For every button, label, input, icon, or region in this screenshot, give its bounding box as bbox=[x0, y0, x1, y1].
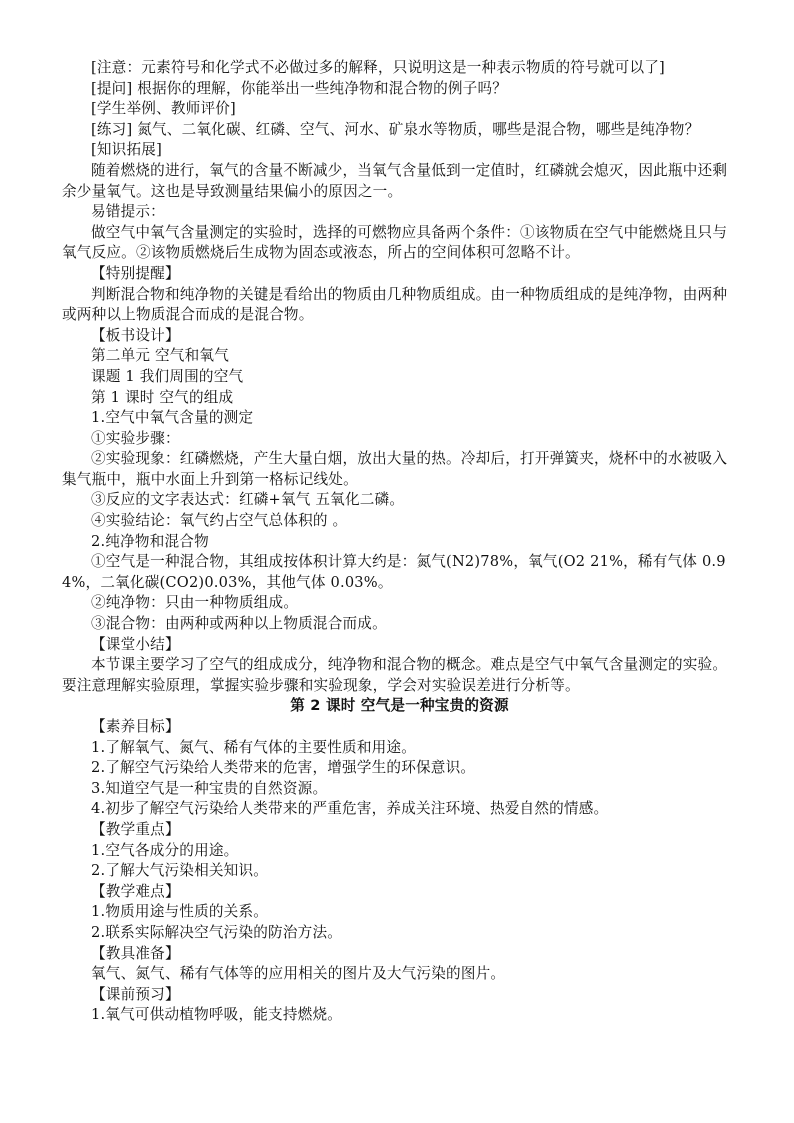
unit-title: 第二单元 空气和氧气 bbox=[91, 347, 229, 365]
special-reminder-paragraph: 判断混合物和纯净物的关键是看给出的物质由几种物质组成。由一种物质组成的是纯净物，由两种或两种以上物质混合而成的是混合物。 bbox=[62, 285, 728, 324]
note-paragraph: [注意：元素符号和化学式不必做过多的解释，只说明这是一种表示物质的符号就可以了] bbox=[91, 59, 665, 76]
literacy-goals-label: 【素养目标】 bbox=[91, 718, 180, 735]
word-equation: ③反应的文字表达式：红磷+氧气 五氧化二磷。 bbox=[91, 491, 405, 509]
lesson2-heading: 第 2 课时 空气是一种宝贵的资源 bbox=[290, 697, 509, 715]
teaching-difficulty-label: 【教学难点】 bbox=[91, 882, 180, 900]
teaching-aids-item: 氧气、氮气、稀有气体等的应用相关的图片及大气污染的图片。 bbox=[91, 965, 506, 983]
difficulty-item: 1.物质用途与性质的关系。 bbox=[91, 903, 269, 921]
air-composition: ①空气是一种混合物，其组成按体积计算大约是：氮气(N2)78%，氧气(O2 21%，稀有气体 0.94%，二氧化碳(CO2)0.03%，其他气体 0.03%。 bbox=[62, 553, 726, 591]
preview-item: 1.氧气可供动植物呼吸，能支持燃烧。 bbox=[91, 1006, 343, 1024]
oxygen-measure-heading: 1.空气中氧气含量的测定 bbox=[91, 409, 254, 427]
pure-substance-def: ②纯净物：只由一种物质组成。 bbox=[91, 594, 299, 612]
preview-label: 【课前预习】 bbox=[91, 985, 180, 1003]
document-page bbox=[62, 58, 737, 1026]
error-tip-label: 易错提示： bbox=[91, 203, 165, 221]
mixture-def: ③混合物：由两种或两种以上物质混合而成。 bbox=[91, 615, 387, 633]
teaching-aids-label: 【教具准备】 bbox=[91, 944, 180, 962]
exercise-paragraph: [练习] 氮气、二氧化碳、红磷、空气、河水、矿泉水等物质，哪些是混合物，哪些是纯净物？ bbox=[91, 120, 700, 138]
expansion-paragraph: 随着燃烧的进行，氧气的含量不断减少，当氧气含量低到一定值时，红磷就会熄灭，因此瓶中还剩余少量氧气。这也是导致测量结果偏小的原因之一。 bbox=[62, 161, 728, 200]
goal-item: 3.知道空气是一种宝贵的自然资源。 bbox=[91, 779, 328, 797]
board-design-label: 【板书设计】 bbox=[91, 326, 180, 344]
knowledge-expansion-label: [知识拓展] bbox=[91, 141, 162, 159]
teaching-focus-label: 【教学重点】 bbox=[91, 820, 180, 838]
focus-item: 2.了解大气污染相关知识。 bbox=[91, 862, 269, 880]
question-paragraph: [提问] 根据你的理解，你能举出一些纯净物和混合物的例子吗？ bbox=[91, 79, 508, 97]
difficulty-item: 2.联系实际解决空气污染的防治方法。 bbox=[91, 923, 343, 941]
error-tip-paragraph: 做空气中氧气含量测定的实验时，选择的可燃物应具备两个条件：①该物质在空气中能燃烧且只与氧气反应。②该物质燃烧后生成物为固态或液态，所占的空间体积可忽略不计。 bbox=[62, 223, 728, 262]
focus-item: 1.空气各成分的用途。 bbox=[91, 841, 239, 859]
pure-mixture-heading: 2.纯净物和混合物 bbox=[91, 532, 209, 550]
experiment-phenomenon: ②实验现象：红磷燃烧，产生大量白烟，放出大量的热。冷却后，打开弹簧夹，烧杯中的水被吸入集气瓶中，瓶中水面上升到第一格标记线处。 bbox=[62, 450, 728, 488]
goal-item: 2.了解空气污染给人类带来的危害，增强学生的环保意识。 bbox=[91, 759, 476, 777]
topic-title: 课题 1 我们周围的空气 bbox=[91, 367, 244, 385]
lesson1-title: 第 1 课时 空气的组成 bbox=[91, 388, 234, 406]
experiment-conclusion: ④实验结论：氧气约占空气总体积的 。 bbox=[91, 512, 348, 530]
special-reminder-label: 【特别提醒】 bbox=[91, 264, 180, 282]
student-example-paragraph: [学生举例、教师评价] bbox=[91, 100, 236, 118]
experiment-steps: ①实验步骤： bbox=[91, 429, 180, 447]
goal-item: 1.了解氧气、氮气、稀有气体的主要性质和用途。 bbox=[91, 738, 416, 756]
class-summary-paragraph: 本节课主要学习了空气的组成成分，纯净物和混合物的概念。难点是空气中氧气含量测定的实验。要注意理解实验原理，掌握实验步骤和实验现象，学会对实验误差进行分析等。 bbox=[62, 656, 728, 694]
goal-item: 4.初步了解空气污染给人类带来的严重危害，养成关注环境、热爱自然的情感。 bbox=[91, 800, 609, 818]
class-summary-label: 【课堂小结】 bbox=[91, 635, 180, 653]
